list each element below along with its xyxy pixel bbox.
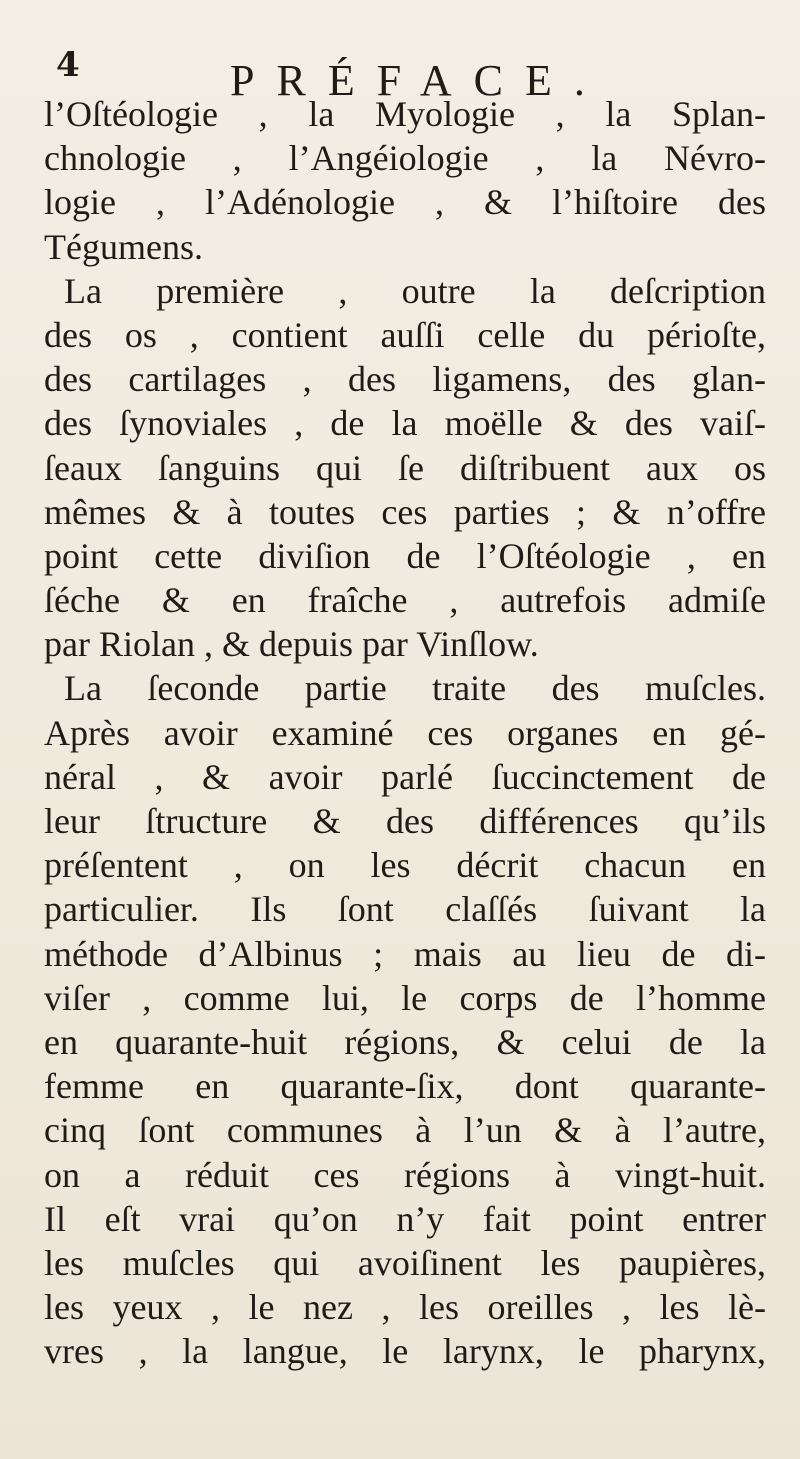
- text-line: Il eſt vrai qu’on n’y fait point entrer: [44, 1198, 766, 1239]
- text-line: des ſynoviales , de la moëlle & des vaiſ-: [44, 403, 766, 444]
- page-number: 4: [56, 45, 80, 85]
- text-line: chnologie , l’Angéiologie , la Névro-: [44, 138, 766, 179]
- text-line: ſeaux ſanguins qui ſe diſtribuent aux os: [44, 447, 766, 488]
- text-line: néral , & avoir parlé ſuccinctement de: [44, 756, 766, 797]
- paragraph-first-line: La première , outre la deſcription: [64, 270, 766, 311]
- text-line: des cartilages , des ligamens, des glan-: [44, 359, 766, 400]
- text-line: leur ſtructure & des différences qu’ils: [44, 801, 766, 841]
- text-line: par Riolan , & depuis par Vinſlow.: [44, 624, 539, 665]
- text-line: préſentent , on les décrit chacun en: [44, 845, 766, 886]
- text-line: l’Oſtéologie , la Myologie , la Splan-: [44, 94, 766, 134]
- text-line: particulier. Ils ſont claſſés ſuivant la: [44, 889, 766, 930]
- text-line: viſer , comme lui, le corps de l’homme: [44, 977, 766, 1018]
- text-line: Après avoir examiné ces organes en gé-: [44, 712, 766, 753]
- text-line: cinq ſont communes à l’un & à l’autre,: [44, 1110, 766, 1151]
- running-head: PRÉFACE.: [230, 56, 607, 105]
- text-line: femme en quarante-ſix, dont quarante-: [44, 1066, 766, 1107]
- text-line: ſéche & en fraîche , autrefois admiſe: [44, 580, 766, 621]
- text-line: Tégumens.: [44, 226, 203, 267]
- text-line: point cette diviſion de l’Oſtéologie , en: [44, 535, 766, 576]
- text-line: des os , contient auſſi celle du périoſte,: [44, 314, 766, 355]
- text-line: les yeux , le nez , les oreilles , les lè-: [44, 1287, 766, 1328]
- text-line: logie , l’Adénologie , & l’hiſtoire des: [44, 182, 766, 223]
- text-line: les muſcles qui avoiſinent les paupières,: [44, 1242, 766, 1283]
- text-line: on a réduit ces régions à vingt-huit.: [44, 1154, 766, 1195]
- text-line: mêmes & à toutes ces parties ; & n’offre: [44, 491, 766, 532]
- paragraph-first-line: La ſeconde partie traite des muſcles.: [64, 668, 766, 709]
- text-line: méthode d’Albinus ; mais au lieu de di-: [44, 933, 766, 974]
- text-line: en quarante-huit régions, & celui de la: [44, 1021, 766, 1062]
- body-text: [44, 92, 766, 1373]
- text-line: vres , la langue, le larynx, le pharynx,: [44, 1331, 766, 1372]
